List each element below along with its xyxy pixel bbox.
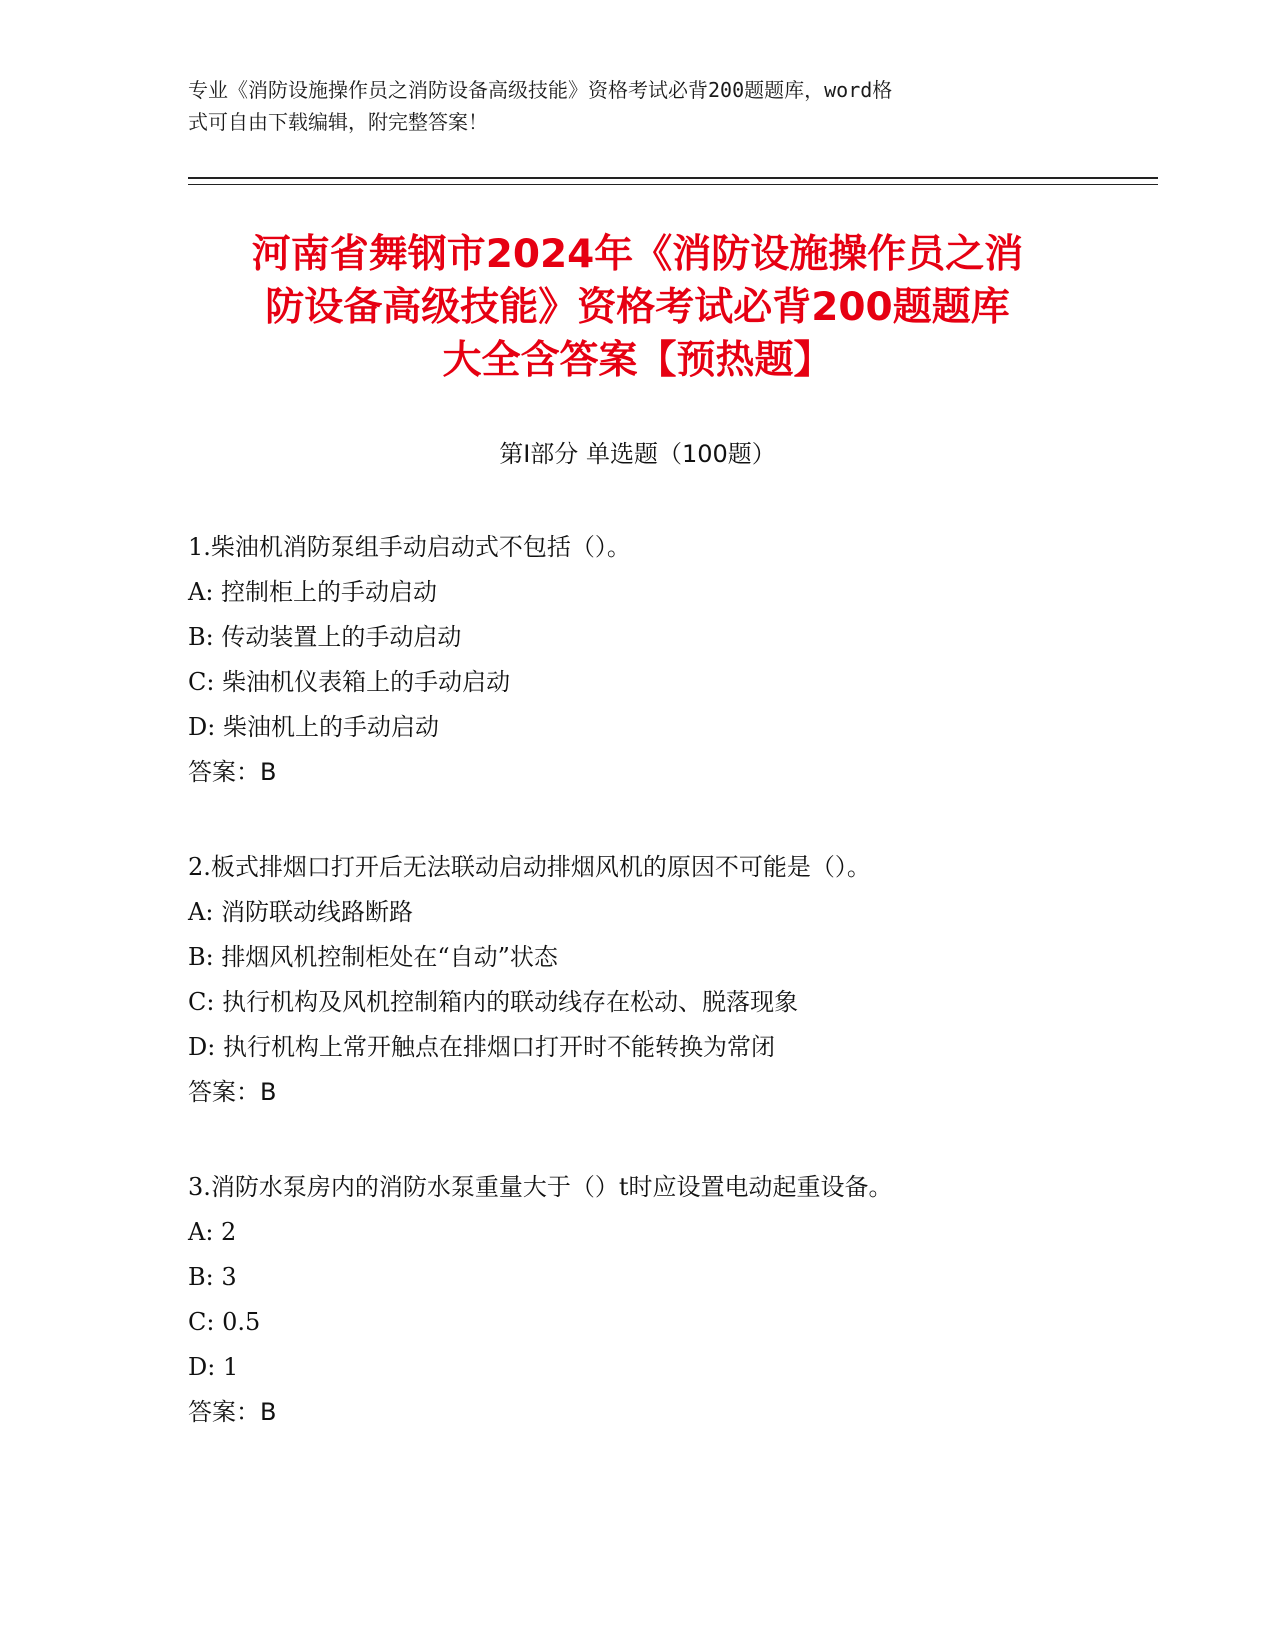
option-a: A: 2	[188, 1218, 237, 1246]
option-a: A: 控制柜上的手动启动	[188, 578, 438, 606]
header-note	[188, 74, 1088, 138]
option-c: C: 执行机构及风机控制箱内的联动线存在松动、脱落现象	[188, 988, 799, 1016]
answer-label: 答案：B	[188, 758, 277, 786]
question-block	[188, 525, 1188, 795]
option-a: A: 消防联动线路断路	[188, 898, 414, 926]
header-divider-thin	[188, 184, 1158, 185]
option-c: C: 0.5	[188, 1308, 261, 1336]
header-divider-thick	[188, 177, 1158, 179]
header-note-line-2: 式可自由下载编辑，附完整答案！	[188, 110, 488, 134]
section-heading: 第Ⅰ部分 单选题（100题）	[499, 440, 776, 468]
question-stem: 2.板式排烟口打开后无法联动启动排烟风机的原因不可能是（）。	[188, 853, 871, 881]
header-note-line-1: 专业《消防设施操作员之消防设备高级技能》资格考试必背200题题库，word格	[188, 78, 893, 102]
answer-label: 答案：B	[188, 1078, 277, 1106]
answer-label: 答案：B	[188, 1398, 277, 1426]
option-d: D: 1	[188, 1353, 239, 1381]
document-title-line-3: 大全含答案【预热题】	[442, 338, 833, 383]
option-b: B: 3	[188, 1263, 237, 1291]
option-d: D: 柴油机上的手动启动	[188, 713, 439, 741]
document-title-line-2: 防设备高级技能》资格考试必背200题题库	[265, 285, 1010, 330]
document-title-line-1: 河南省舞钢市2024年《消防设施操作员之消	[251, 232, 1024, 277]
document-title	[150, 228, 1125, 387]
option-b: B: 传动装置上的手动启动	[188, 623, 462, 651]
option-d: D: 执行机构上常开触点在排烟口打开时不能转换为常闭	[188, 1033, 775, 1061]
option-b: B: 排烟风机控制柜处在“自动”状态	[188, 943, 558, 971]
option-c: C: 柴油机仪表箱上的手动启动	[188, 668, 511, 696]
question-stem: 1.柴油机消防泵组手动启动式不包括（）。	[188, 533, 631, 561]
question-block	[188, 845, 1188, 1115]
question-stem: 3.消防水泵房内的消防水泵重量大于（）t时应设置电动起重设备。	[188, 1173, 893, 1201]
question-block	[188, 1165, 1188, 1435]
